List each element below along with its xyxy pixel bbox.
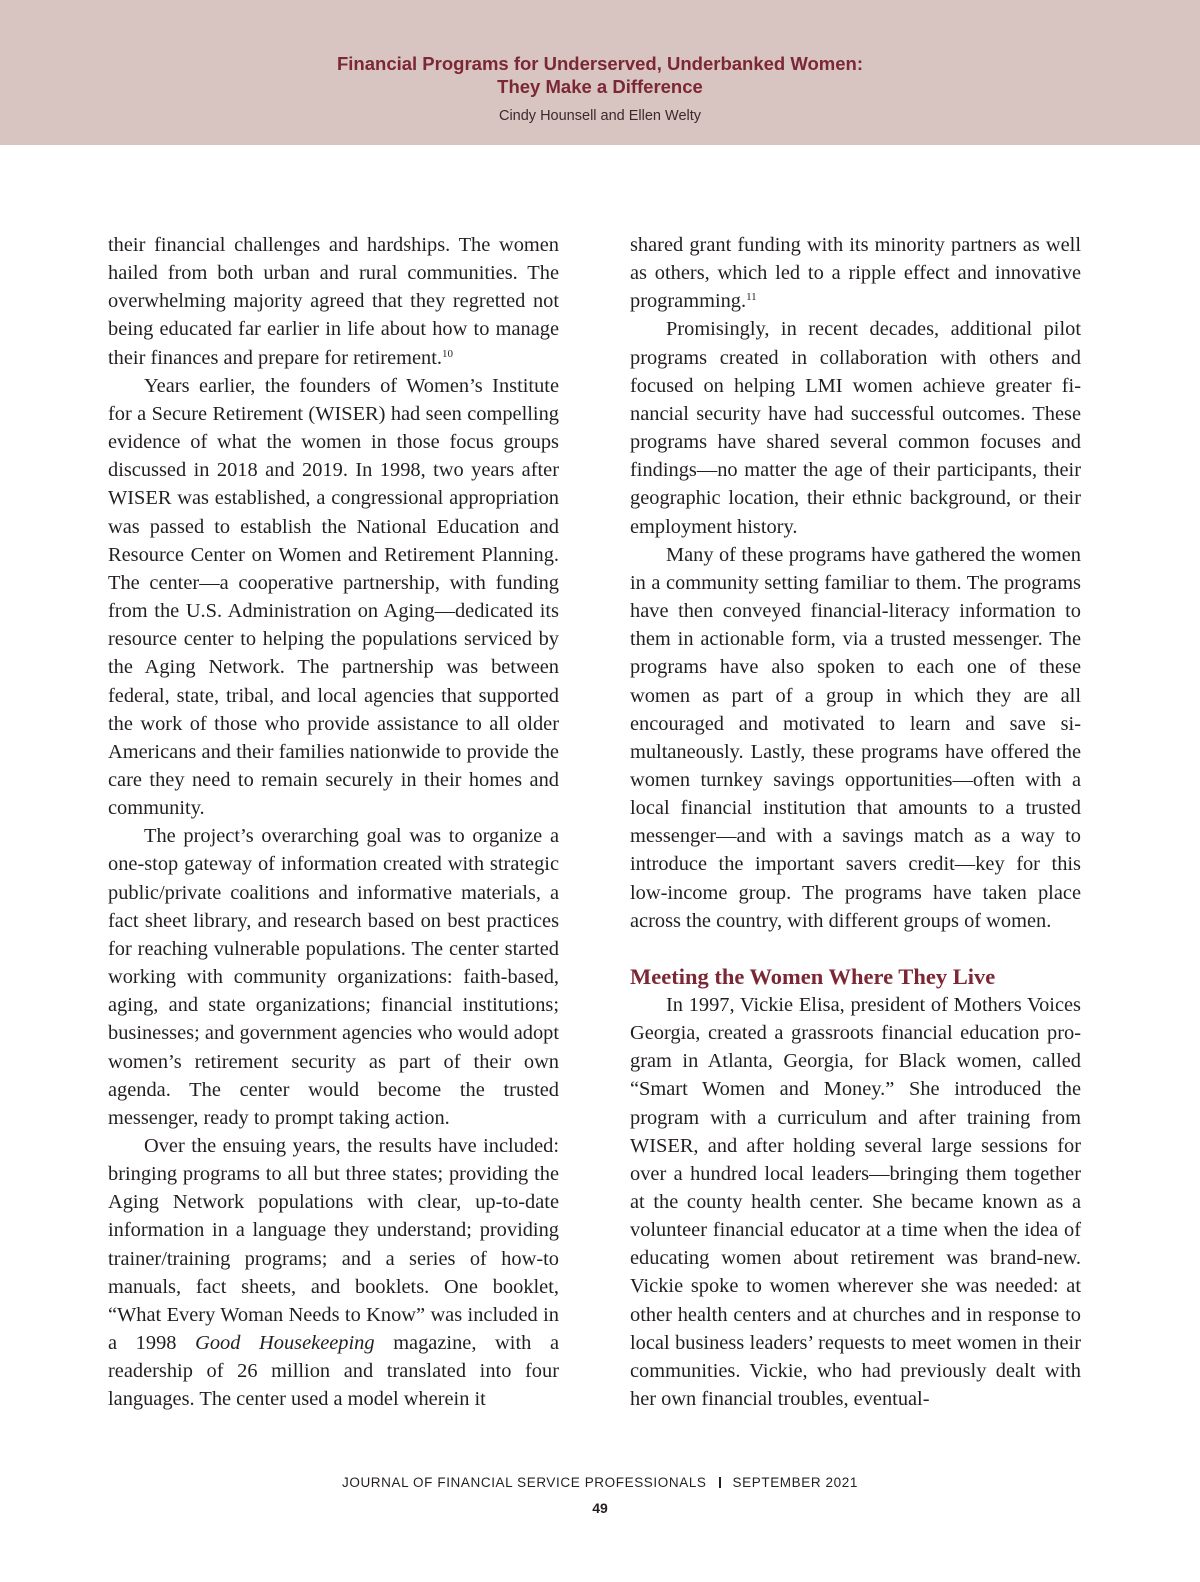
article-authors: Cindy Hounsell and Ellen Welty: [498, 108, 702, 124]
article-title-line-2: They Make a Difference: [497, 76, 703, 97]
publication-title: Good Housekeeping: [195, 1332, 375, 1355]
paragraph: The project’s overarching goal was to organize a one-stop gateway of information created with strategic public/private coalitions and informative materials, a fact sheet library, and research based on best practices for reaching vulnerable populations. The center started working with community organizations: faith-based, aging, and state organizations; financial institutions; businesses; and government agencies who would adopt women’s retirement security as part of their own agenda. The center would become the trusted messenger, ready to prompt taking action.: [108, 825, 559, 1129]
section-heading: Meeting the Women Where They Live: [630, 963, 996, 989]
article-title-line-1: Financial Programs for Underserved, Underbanked Women:: [336, 53, 863, 74]
right-column: [630, 231, 1081, 1413]
running-header: [0, 0, 1200, 145]
paragraph: Years earlier, the founders of Women’s Institute for a Secure Retirement (WISER) had seen compelling evidence of what the women in those focus groups discussed in 2018 and 2019. In 1998, two years after WISER was established, a congressional appropriation was passed to establish the National Education and Resource Center on Women and Retirement Planning. The center—a cooperative partnership, with funding from the U.S. Administration on Aging—dedicated its resource center to helping the populations serviced by the Aging Network. The partnership was between federal, state, tribal, and local agencies that supported the work of those who provide assistance to all older Americans and their families nationwide to provide the care they need to remain securely in their homes and community.: [108, 374, 559, 820]
footer-separator: [719, 1477, 721, 1488]
paragraph-text: their financial challenges and hardships. The women hailed from both urban and rural communities. The overwhelming majority agreed that they regretted not being educated far earlier in life about how to manage their finances and prepare for retirement.: [108, 234, 559, 369]
paragraph: In 1997, Vickie Elisa, president of Mothers Voices Georgia, created a grassroots financial education program in Atlanta, Georgia, for Black women, called “Smart Women and Money.” She introduced the program with a curriculum and after training from WISER, and after holding several large sessions for over a hundred local leaders—bringing them together at the county health center. She became known as a volunteer financial educator at a time when the idea of educating women about retirement was brand-new. Vickie spoke to women wherever she was needed: at other health centers and at churches and in response to local business leaders’ requests to meet women in their communities. Vickie, who had previously dealt with her own financial troubles, eventual-: [630, 993, 1081, 1411]
footnote-ref: 10: [442, 347, 454, 360]
page-number: 49: [592, 1500, 608, 1516]
paragraph: Many of these programs have gathered the women in a community setting familiar to them. The programs have then conveyed financial-literacy information to them in actionable form, via a trusted messenger. The programs have also spoken to each one of these women as part of a group in which they are all encouraged and motivated to learn and save simultaneously. Lastly, these programs have offered the women turnkey savings opportunities—often with a local financial institution that amounts to a trusted messenger—and with a savings match as a way to introduce the important savers credit—key for this low-income group. The programs have taken place across the country, with different groups of women.: [630, 543, 1081, 932]
paragraph-text: shared grant funding with its minority partners as well as others, which led to a ripple effect and innovative programming.: [630, 234, 1081, 313]
paragraph: [108, 1132, 559, 1414]
paragraph: [630, 231, 1081, 315]
paragraph: Promisingly, in recent decades, additional pilot programs created in collaboration with others and focused on helping LMI women achieve greater financial security have had successful outcomes. These programs have shared several common focuses and findings—no matter the age of their participants, their geographic location, their ethnic background, or their employment history.: [630, 318, 1081, 538]
journal-name: JOURNAL OF FINANCIAL SERVICE PROFESSIONALS: [342, 1475, 707, 1490]
paragraph-text: Over the ensuing years, the results have included: bringing programs to all but three states; providing the Aging Network populations with clear, up-to-date information in a language they understand; providing trainer/training programs; and a series of how-to manuals, fact sheets, and booklets. One booklet, “What Every Woman Needs to Know” was included in a 1998: [108, 1135, 559, 1355]
left-column: [108, 231, 559, 1414]
issue-date: SEPTEMBER 2021: [732, 1475, 858, 1490]
paragraph: [108, 231, 559, 372]
running-footer: [0, 1475, 1200, 1490]
article-title: [0, 52, 1200, 98]
paragraph-text: magazine, with a readership of 26 million and translated into four languages. The center used a model wherein it: [108, 1332, 559, 1411]
footnote-ref: 11: [746, 291, 757, 304]
